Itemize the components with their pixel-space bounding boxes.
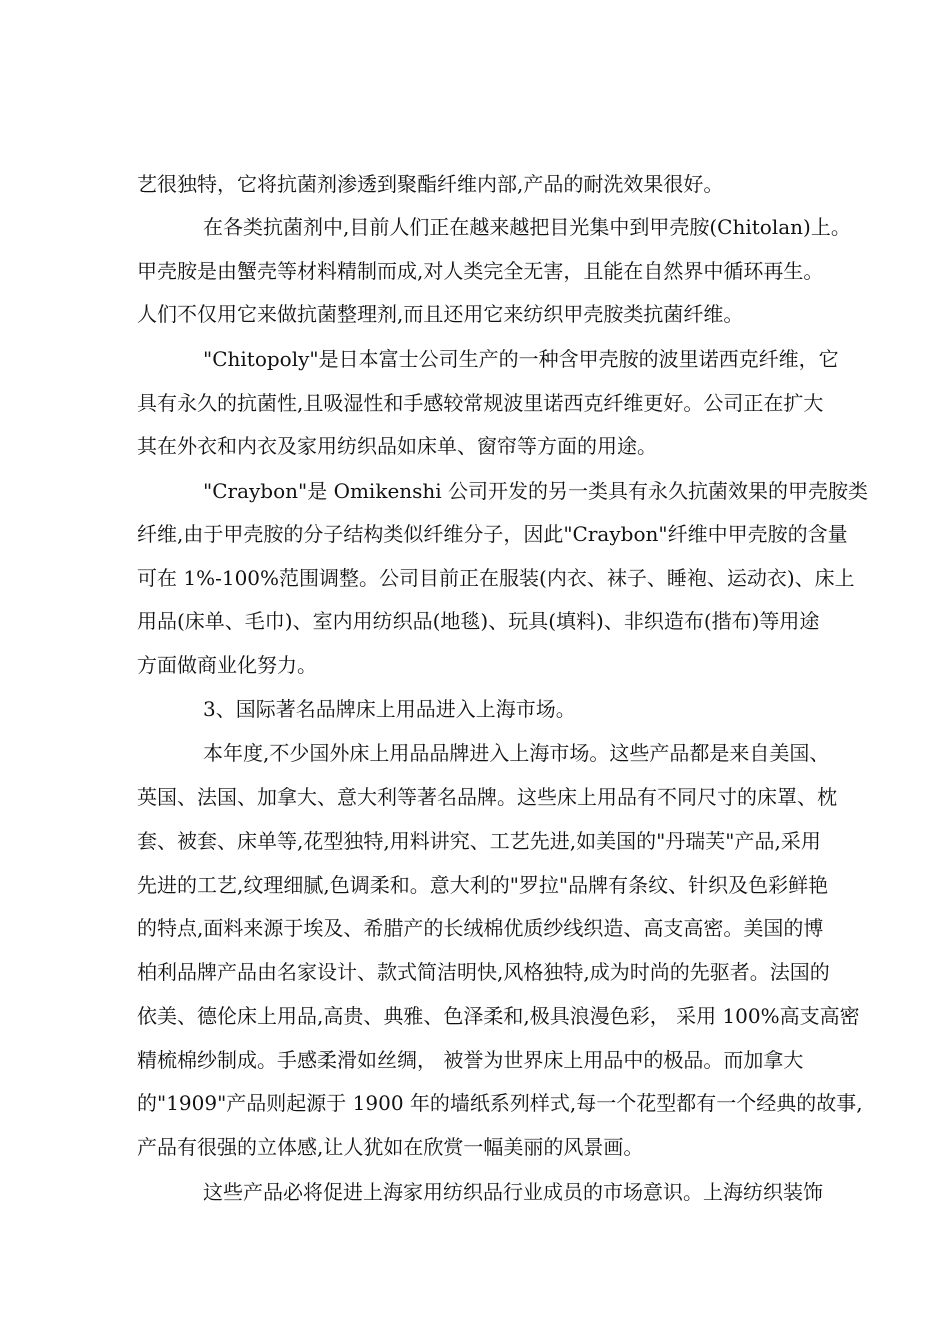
text-line: 可在 1%-100%范围调整。公司目前正在服装(内衣、袜子、睡袍、运动衣)、床上 (137, 566, 855, 590)
text-line: 甲壳胺是由蟹壳等材料精制而成,对人类完全无害，且能在自然界中循环再生。 (137, 259, 824, 283)
paragraph-start-line: 这些产品必将促进上海家用纺织品行业成员的市场意识。上海纺织装饰 (203, 1180, 823, 1204)
text-line: 人们不仅用它来做抗菌整理剂,而且还用它来纺织甲壳胺类抗菌纤维。 (137, 302, 744, 326)
text-line: 产品有很强的立体感,让人犹如在欣赏一幅美丽的风景画。 (137, 1135, 644, 1159)
paragraph-start-line: "Craybon"是 Omikenshi 公司开发的另一类具有永久抗菌效果的甲壳胺类 (203, 479, 869, 503)
text-line: 的"1909"产品则起源于 1900 年的墙纸系列样式,每一个花型都有一个经典的故事, (137, 1091, 863, 1115)
paragraph-start-line: 在各类抗菌剂中,目前人们正在越来越把目光集中到甲壳胺(Chitolan)上。 (203, 215, 851, 239)
section-heading: 3、国际著名品牌床上用品进入上海市场。 (203, 697, 576, 721)
text-line: 精梳棉纱制成。手感柔滑如丝绸， 被誉为世界床上用品中的极品。而加拿大 (137, 1048, 804, 1072)
text-line: 纤维,由于甲壳胺的分子结构类似纤维分子，因此"Craybon"纤维中甲壳胺的含量 (137, 522, 848, 546)
paragraph-start-line: "Chitopoly"是日本富士公司生产的一种含甲壳胺的波里诺西克纤维，它 (203, 347, 839, 371)
text-line: 艺很独特，它将抗菌剂渗透到聚酯纤维内部,产品的耐洗效果很好。 (137, 172, 724, 196)
text-line: 具有永久的抗菌性,且吸湿性和手感较常规波里诺西克纤维更好。公司正在扩大 (137, 391, 824, 415)
text-line: 套、被套、床单等,花型独特,用料讲究、工艺先进,如美国的"丹瑞芙"产品,采用 (137, 829, 821, 853)
text-line: 柏利品牌产品由名家设计、款式简洁明快,风格独特,成为时尚的先驱者。法国的 (137, 960, 830, 984)
text-line: 依美、德伦床上用品,高贵、典雅、色泽柔和,极具浪漫色彩， 采用 100%高支高密 (137, 1004, 860, 1028)
text-line: 的特点,面料来源于埃及、希腊产的长绒棉优质纱线织造、高支高密。美国的博 (137, 916, 824, 940)
text-line: 方面做商业化努力。 (137, 653, 317, 677)
paragraph-start-line: 本年度,不少国外床上用品品牌进入上海市场。这些产品都是来自美国、 (203, 741, 830, 765)
text-line: 其在外衣和内衣及家用纺织品如床单、窗帘等方面的用途。 (137, 434, 657, 458)
text-line: 先进的工艺,纹理细腻,色调柔和。意大利的"罗拉"品牌有条纹、针织及色彩鲜艳 (137, 873, 829, 897)
text-line: 用品(床单、毛巾)、室内用纺织品(地毯)、玩具(填料)、非织造布(揩布)等用途 (137, 609, 820, 633)
text-line: 英国、法国、加拿大、意大利等著名品牌。这些床上用品有不同尺寸的床罩、枕 (137, 785, 837, 809)
